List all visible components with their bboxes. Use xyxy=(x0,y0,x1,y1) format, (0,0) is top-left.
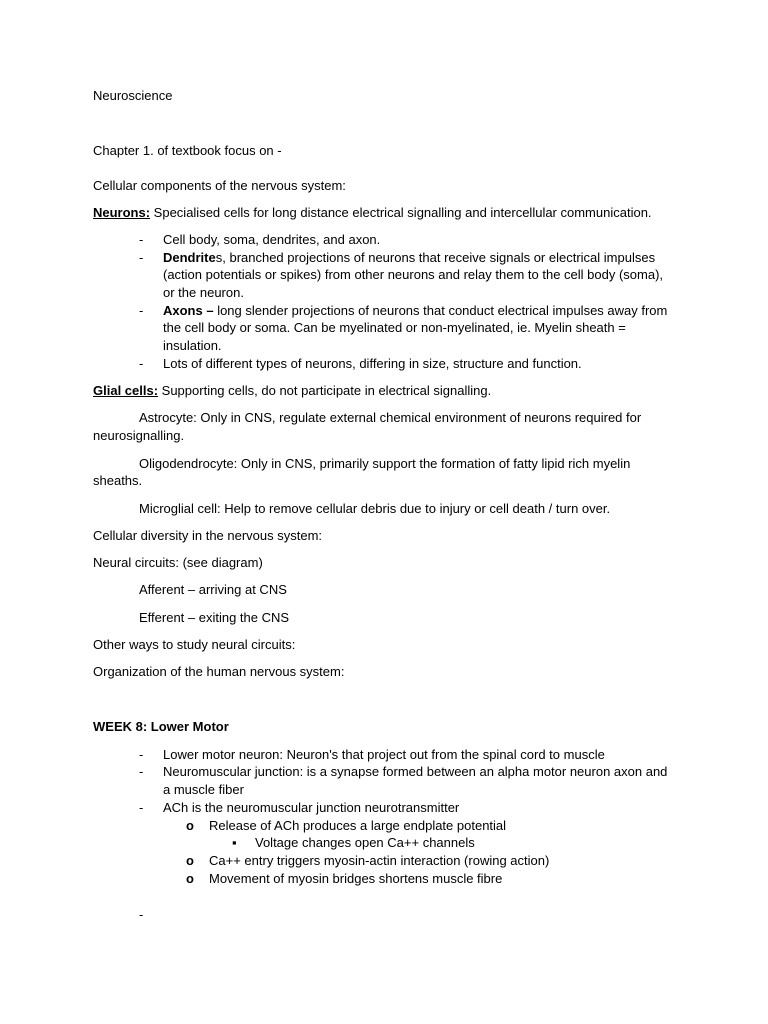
neuron-bullet-4: Lots of different types of neurons, differing in size, structure and function. xyxy=(163,356,582,371)
neuron-bullet-1: Cell body, soma, dendrites, and axon. xyxy=(163,232,381,247)
bullet-marker: - xyxy=(139,303,144,318)
astrocyte-line-1: Astrocyte: Only in CNS, regulate external chemical environment of neurons required for xyxy=(139,410,642,425)
sub-bullet-2: Ca++ entry triggers myosin-actin interaction (rowing action) xyxy=(209,853,550,868)
empty-bullet-marker: - xyxy=(139,907,144,922)
efferent-line: Efferent – exiting the CNS xyxy=(139,610,290,625)
dendrite-text-2: (action potentials or spikes) from other neurons and relay them to the cell body (soma), xyxy=(163,267,664,282)
sub-bullet-1: Release of ACh produces a large endplate potential xyxy=(209,818,507,833)
microglial-line: Microglial cell: Help to remove cellular debris due to injury or cell death / turn over. xyxy=(139,501,611,516)
cellular-components-heading: Cellular components of the nervous system: xyxy=(93,178,346,193)
bullet-marker: - xyxy=(139,250,144,265)
neurons-label: Neurons: xyxy=(93,205,151,220)
chapter-line: Chapter 1. of textbook focus on - xyxy=(93,143,282,158)
bullet-marker: - xyxy=(139,356,144,371)
organization-line: Organization of the human nervous system: xyxy=(93,664,345,679)
neuron-bullet-3 xyxy=(163,302,667,320)
week8-bullet-3: ACh is the neuromuscular junction neurotransmitter xyxy=(163,800,460,815)
week8-heading: WEEK 8: Lower Motor xyxy=(93,719,229,734)
diversity-heading: Cellular diversity in the nervous system: xyxy=(93,528,323,543)
oligodendrocyte-line-2: sheaths. xyxy=(93,473,143,488)
glial-text: Supporting cells, do not participate in electrical signalling. xyxy=(158,383,492,398)
square-bullet-marker: ▪ xyxy=(232,835,237,850)
axons-text-3: insulation. xyxy=(163,338,222,353)
bullet-marker: - xyxy=(139,764,144,779)
dendrite-text-3: or the neuron. xyxy=(163,285,244,300)
circuits-line: Neural circuits: (see diagram) xyxy=(93,555,263,570)
sub-sub-bullet-1: Voltage changes open Ca++ channels xyxy=(255,835,475,850)
sub-bullet-3: Movement of myosin bridges shortens muscle fibre xyxy=(209,871,503,886)
dendrite-text-1: s, branched projections of neurons that receive signals or electrical impulses xyxy=(215,250,656,265)
glial-paragraph xyxy=(93,382,491,400)
week8-bullet-2-line-1: Neuromuscular junction: is a synapse formed between an alpha motor neuron axon and xyxy=(163,764,668,779)
neurons-text: Specialised cells for long distance electrical signalling and intercellular communication. xyxy=(150,205,652,220)
circle-bullet-marker: o xyxy=(186,818,194,833)
bullet-marker: - xyxy=(139,232,144,247)
circle-bullet-marker: o xyxy=(186,871,194,886)
axons-text-2: the cell body or soma. Can be myelinated or non-myelinated, ie. Myelin sheath = xyxy=(163,320,626,335)
dendrite-bold: Dendrite xyxy=(163,250,216,265)
axons-text-1: long slender projections of neurons that conduct electrical impulses away from xyxy=(213,303,668,318)
document-title: Neuroscience xyxy=(93,88,173,103)
bullet-marker: - xyxy=(139,747,144,762)
neuron-bullet-2 xyxy=(163,249,655,267)
axons-bold: Axons – xyxy=(163,303,214,318)
afferent-line: Afferent – arriving at CNS xyxy=(139,582,287,597)
circle-bullet-marker: o xyxy=(186,853,194,868)
week8-bullet-2-line-2: a muscle fiber xyxy=(163,782,244,797)
week8-bullet-1: Lower motor neuron: Neuron's that project out from the spinal cord to muscle xyxy=(163,747,605,762)
astrocyte-line-2: neurosignalling. xyxy=(93,428,185,443)
bullet-marker: - xyxy=(139,800,144,815)
glial-label: Glial cells: xyxy=(93,383,159,398)
neurons-paragraph xyxy=(93,204,652,222)
other-ways-line: Other ways to study neural circuits: xyxy=(93,637,296,652)
oligodendrocyte-line-1: Oligodendrocyte: Only in CNS, primarily support the formation of fatty lipid rich myelin xyxy=(139,456,631,471)
